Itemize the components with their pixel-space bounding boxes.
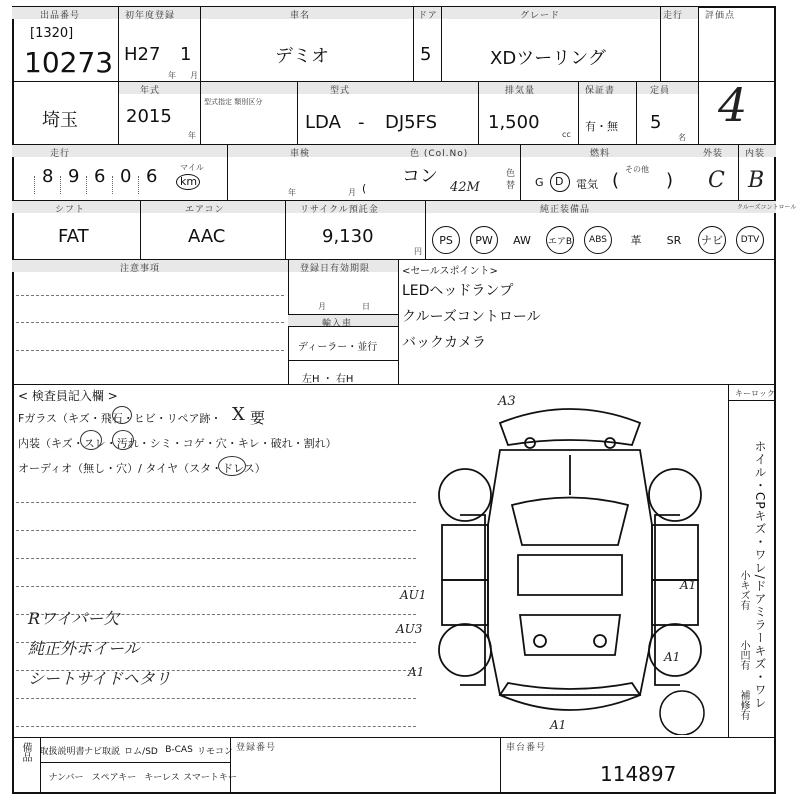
interior-grade: B <box>748 168 765 193</box>
dash-line <box>16 295 284 296</box>
accessory-label: ナンバー <box>48 772 84 783</box>
chassis-header: 車台番号 <box>506 743 547 753</box>
reg-no-header: 登録番号 <box>236 743 277 753</box>
fuel-other: その他 <box>625 165 649 174</box>
sales-points-header: <セールスポイント> <box>402 266 498 277</box>
year-unit: 年 <box>168 71 176 80</box>
warranty-value: 有・無 <box>585 120 618 133</box>
inspection-header: 車検 <box>290 149 311 159</box>
mileage-unit-header: 走行 <box>663 11 684 21</box>
car-diagram <box>420 395 720 735</box>
dash-line <box>16 726 416 727</box>
mileage-digit: 6 <box>94 166 106 187</box>
circle-mark <box>112 430 134 450</box>
accessory-label: スペアキー <box>91 772 137 783</box>
eval-score: 4 <box>718 78 748 132</box>
fuel-paren-close: ) <box>666 170 674 191</box>
mileage-digit: 8 <box>42 166 54 187</box>
capacity-header: 定員 <box>650 86 671 96</box>
handwritten-note-1: Rワイパー欠 <box>28 609 120 628</box>
doors-header: ドア <box>418 11 438 21</box>
first-reg-era: H27 <box>124 44 161 65</box>
shift-value: FAT <box>58 226 89 247</box>
shift-header: シフト <box>55 205 86 215</box>
model-sub-label: 型式指定 類別区分 <box>204 98 263 106</box>
sales-point: クルーズコントロール <box>402 309 541 325</box>
col-line <box>520 145 521 200</box>
col-line <box>227 145 228 200</box>
col-line <box>478 82 479 144</box>
row-line <box>40 762 230 763</box>
grade-value: XDツーリング <box>490 48 606 69</box>
col-line <box>425 201 426 259</box>
equipment-item: 革 <box>630 234 642 247</box>
yen-unit: 円 <box>414 247 422 256</box>
col-line <box>398 260 399 384</box>
mileage-header: 走行 <box>50 149 71 159</box>
cc-unit: cc <box>562 130 571 139</box>
model-code: DJ5FS <box>385 112 438 133</box>
dash-line <box>16 350 284 351</box>
col-line <box>441 6 442 81</box>
equipment-item: ナビ <box>698 226 726 254</box>
row-line <box>288 360 398 361</box>
dash-line <box>16 322 284 323</box>
accessory-label: キーレス <box>144 772 180 783</box>
dash-line <box>16 558 416 559</box>
equipment-header: 純正装備品 <box>540 205 591 215</box>
handwritten-note-2: 純正外ホイール <box>28 639 140 658</box>
right-small-scratch: 小キズ有 <box>738 570 749 610</box>
mileage-km-unit: km <box>180 175 198 188</box>
recycle-header: リサイクル預託金 <box>300 205 379 215</box>
digit-separator <box>138 176 139 194</box>
reg-day: 日 <box>362 302 370 311</box>
grade-header: グレード <box>520 11 561 21</box>
damage-mark: AU1 <box>400 588 427 602</box>
circle-mark <box>112 406 132 424</box>
circle-mark <box>80 430 102 450</box>
fuel-elec: 電気 <box>576 178 598 191</box>
col-line <box>118 6 119 144</box>
dash-line <box>16 530 416 531</box>
col-line <box>140 201 141 259</box>
dealer-row: ディーラー・並行 <box>298 342 378 353</box>
aircon-value: AAC <box>188 226 226 247</box>
cruise-header: クルーズコントロール <box>737 204 797 211</box>
insp-year: 年 <box>288 188 296 197</box>
sales-point: LEDヘッドランプ <box>402 283 514 299</box>
damage-mark: A1 <box>664 650 681 664</box>
right-vertical-legend: ホイル・CPキズ・ワレ/ドアミラーキズ・ワレ <box>753 440 767 710</box>
reg-valid-header: 登録日有効期限 <box>300 264 371 274</box>
damage-mark: A3 <box>498 394 516 409</box>
col-line <box>698 6 699 144</box>
equipment-item: SR <box>666 233 682 247</box>
col-line <box>413 6 414 81</box>
dash-line <box>16 698 416 699</box>
dash-line <box>16 502 416 503</box>
model-dash: - <box>358 112 365 133</box>
interior-header: 内装 <box>745 149 766 159</box>
fuel-paren-open: ( <box>612 170 620 191</box>
exterior-grade: C <box>708 168 725 193</box>
color-no: 42M <box>450 180 480 195</box>
handwritten-note-3: シートサイドヘタリ <box>28 669 171 688</box>
digit-separator <box>60 176 61 194</box>
col-line <box>578 82 579 144</box>
header-band <box>12 145 776 157</box>
lot-number: 10273 <box>24 46 114 79</box>
color-value: コン <box>402 166 438 187</box>
inspector-line-1: Fガラス（キズ・飛石・ヒビ・リペア跡・ <box>18 412 222 425</box>
mileage-mile-unit: マイル <box>180 163 204 172</box>
equipment-item: エアB <box>546 226 574 254</box>
equipment-item: AW <box>513 233 531 247</box>
dash-line <box>16 586 416 587</box>
damage-mark: A1 <box>550 718 567 732</box>
model-prefix: LDA <box>305 112 341 133</box>
damage-mark: AU3 <box>396 622 423 636</box>
keyfree-header: キーロック <box>735 389 775 398</box>
year-unit-2: 年 <box>188 131 196 140</box>
col-line <box>285 201 286 259</box>
circle-mark <box>218 456 246 476</box>
lot-header: 出品番号 <box>40 11 81 21</box>
damage-mark: A1 <box>408 665 425 679</box>
recycle-value: 9,130 <box>322 226 374 247</box>
row-line <box>288 326 398 327</box>
right-small-dent: 小凹有 <box>738 640 749 670</box>
month-unit: 月 <box>190 71 198 80</box>
accessory-label: B-CAS <box>165 745 193 755</box>
capacity-unit: 名 <box>678 133 686 142</box>
glass-x-mark: X <box>232 404 245 425</box>
lot-code: [1320] <box>30 26 74 41</box>
aircon-header: エアコン <box>185 205 225 215</box>
side-label: 備品 <box>20 742 31 762</box>
paren-open: ( <box>362 182 367 195</box>
mileage-digit: 0 <box>120 166 132 187</box>
mileage-digit: 9 <box>68 166 80 187</box>
color-header: 色 (Col.No) <box>410 149 469 159</box>
right-repair: 補修有 <box>738 690 749 720</box>
digit-separator <box>112 176 113 194</box>
glass-x-req: 要 <box>250 409 266 427</box>
model-year-header: 年式 <box>140 86 161 96</box>
inspector-line-3: オーディオ（無し・穴）/ タイヤ（スタ・ドレス） <box>18 462 266 475</box>
sales-point: バックカメラ <box>402 335 486 351</box>
fuel-d: D <box>555 175 564 188</box>
row-line <box>12 384 776 385</box>
mileage-digit: 6 <box>146 166 158 187</box>
car-name: デミオ <box>275 46 329 67</box>
col-line <box>660 6 661 81</box>
damage-mark: A1 <box>680 578 697 592</box>
hand-row: 左H ・ 右H <box>302 374 354 385</box>
doors-value: 5 <box>420 44 432 65</box>
car-name-header: 車名 <box>290 11 311 21</box>
insp-month: 月 <box>348 188 356 197</box>
model-year-value: 2015 <box>126 106 172 127</box>
import-header: 輸入車 <box>322 319 353 329</box>
reg-month: 月 <box>318 302 326 311</box>
col-line <box>728 385 729 737</box>
header-band <box>12 201 776 213</box>
accessory-label: ナビ取説 <box>83 746 120 757</box>
header-band <box>12 7 698 19</box>
warranty-header: 保証書 <box>585 86 616 96</box>
col-line <box>297 82 298 144</box>
col-line <box>636 82 637 144</box>
col-line <box>200 6 201 144</box>
equipment-item: PS <box>432 226 460 254</box>
row-line <box>728 400 776 401</box>
equipment-item: ABS <box>584 226 612 254</box>
capacity-value: 5 <box>650 112 662 133</box>
col-line <box>500 737 501 794</box>
model-header: 型式 <box>330 86 351 96</box>
accessory-label: ロム/SD <box>124 746 158 757</box>
notes-header: 注意事項 <box>120 264 161 274</box>
fuel-g: G <box>535 176 544 189</box>
inspector-header: < 検査員記入欄 > <box>18 389 118 403</box>
color-change: 色替 <box>506 169 516 191</box>
first-reg-month: 1 <box>180 44 192 65</box>
accessory-label: リモコン <box>197 746 234 757</box>
col-line <box>738 145 739 200</box>
fuel-header: 燃料 <box>590 149 611 159</box>
equipment-item: PW <box>470 226 498 254</box>
displacement-value: 1,500 <box>488 112 540 133</box>
accessory-label: 取扱説明書 <box>39 746 85 757</box>
exterior-header: 外装 <box>703 149 724 159</box>
row-line <box>12 737 776 738</box>
chassis-number: 114897 <box>600 762 677 786</box>
region-value: 埼玉 <box>42 110 78 131</box>
first-reg-header: 初年度登録 <box>125 11 176 21</box>
inspector-line-2: 内装（キズ・スレ・汚れ・シミ・コゲ・穴・キレ・破れ・割れ） <box>18 437 337 450</box>
equipment-item: DTV <box>736 226 764 254</box>
eval-header: 評価点 <box>705 11 736 21</box>
accessory-label: スマートキー <box>183 772 237 783</box>
digit-separator <box>34 176 35 194</box>
digit-separator <box>86 176 87 194</box>
displacement-header: 排気量 <box>505 86 536 96</box>
